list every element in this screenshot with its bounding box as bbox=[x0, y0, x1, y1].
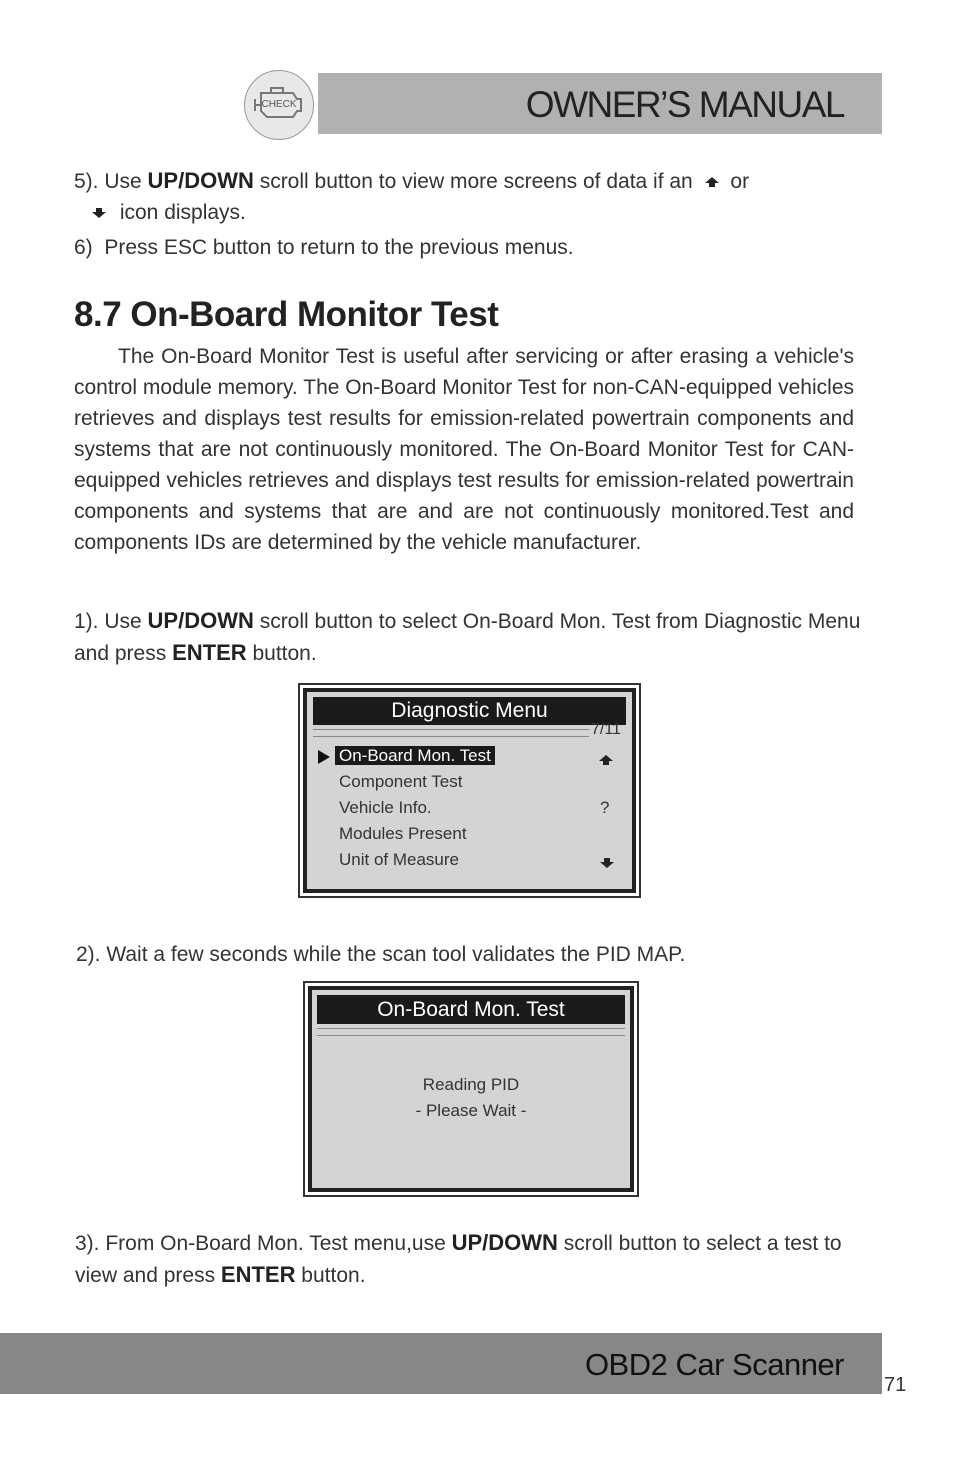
screen-display bbox=[303, 688, 636, 893]
section-title: 8.7 On-Board Monitor Test bbox=[74, 295, 499, 334]
logo-text: CHECK bbox=[261, 99, 297, 110]
step-5 bbox=[74, 165, 864, 228]
onboard-mon-test-screen bbox=[303, 981, 639, 1197]
up-arrow-icon bbox=[703, 175, 721, 189]
diagnostic-menu-screen bbox=[298, 683, 641, 898]
step3-mid: scroll button to select a test to view and press bbox=[75, 1232, 842, 1287]
status-please-wait: - Please Wait - bbox=[415, 1101, 527, 1120]
screen-title: On-Board Mon. Test bbox=[317, 995, 625, 1024]
step-2: 2). Wait a few seconds while the scan tool validates the PID MAP. bbox=[76, 943, 686, 966]
step1-end: button. bbox=[246, 642, 317, 665]
menu-item-label: On-Board Mon. Test bbox=[335, 746, 495, 765]
down-arrow-icon bbox=[90, 206, 108, 220]
step1-pre: 1). Use bbox=[74, 610, 148, 633]
updown-label: UP/DOWN bbox=[451, 1230, 558, 1255]
enter-label: ENTER bbox=[220, 1262, 296, 1287]
updown-label: UP/DOWN bbox=[147, 608, 254, 633]
step-3 bbox=[75, 1227, 865, 1291]
menu-item-component-test[interactable]: Component Test bbox=[339, 772, 463, 791]
status-reading-pid: Reading PID bbox=[422, 1075, 520, 1094]
intro-text: The On-Board Monitor Test is useful after servicing or after erasing a vehicle's control module memory. The On-Board Monitor Test for non-CAN-equipped vehicles retrieves and displays test results for emission-related powertrain components and systems that are not continuously monitored. The On-Board Monitor Test for CAN-equipped vehicles retrieves and displays test results for emission-related powertrain components and systems that are and are not continuously monitored.Test and components IDs are determined by the vehicle manufacturer. bbox=[74, 345, 854, 554]
step1-mid: scroll button to select On-Board Mon. Test from Diagnostic Menu and press bbox=[74, 610, 861, 665]
help-icon: ? bbox=[600, 798, 610, 817]
intro-paragraph bbox=[74, 341, 854, 558]
step3-end: button. bbox=[295, 1264, 366, 1287]
page-number: 71 bbox=[884, 1374, 907, 1396]
scroll-up-icon bbox=[597, 753, 615, 767]
separator-line bbox=[317, 1028, 625, 1036]
page-indicator: 7/11 bbox=[591, 721, 621, 738]
screen-display bbox=[308, 986, 634, 1192]
selector-arrow-icon bbox=[317, 749, 331, 765]
updown-label: UP/DOWN bbox=[147, 168, 254, 193]
menu-item-vehicle-info[interactable]: Vehicle Info. bbox=[339, 798, 432, 817]
menu-item-unit-of-measure[interactable]: Unit of Measure bbox=[339, 850, 459, 869]
step-6: 6) Press ESC button to return to the previous menus. bbox=[74, 236, 574, 259]
step5-mid: scroll button to view more screens of data if an bbox=[253, 170, 699, 193]
footer-title: OBD2 Car Scanner bbox=[584, 1347, 844, 1382]
check-engine-logo-icon bbox=[244, 70, 314, 140]
step5-end: icon displays. bbox=[114, 201, 246, 224]
step-1 bbox=[74, 605, 864, 669]
menu-item-modules-present[interactable]: Modules Present bbox=[339, 824, 467, 843]
step3-pre: 3). From On-Board Mon. Test menu,use bbox=[75, 1232, 452, 1255]
menu-item-onboard-mon-test[interactable] bbox=[335, 746, 495, 766]
separator-line bbox=[313, 729, 589, 737]
screen-title: Diagnostic Menu bbox=[313, 697, 626, 725]
scroll-down-icon bbox=[598, 856, 616, 870]
step5-or: or bbox=[724, 170, 750, 193]
enter-label: ENTER bbox=[172, 640, 247, 665]
manual-title: OWNER’S MANUAL bbox=[525, 84, 844, 125]
step5-pre: 5). Use bbox=[74, 170, 148, 193]
